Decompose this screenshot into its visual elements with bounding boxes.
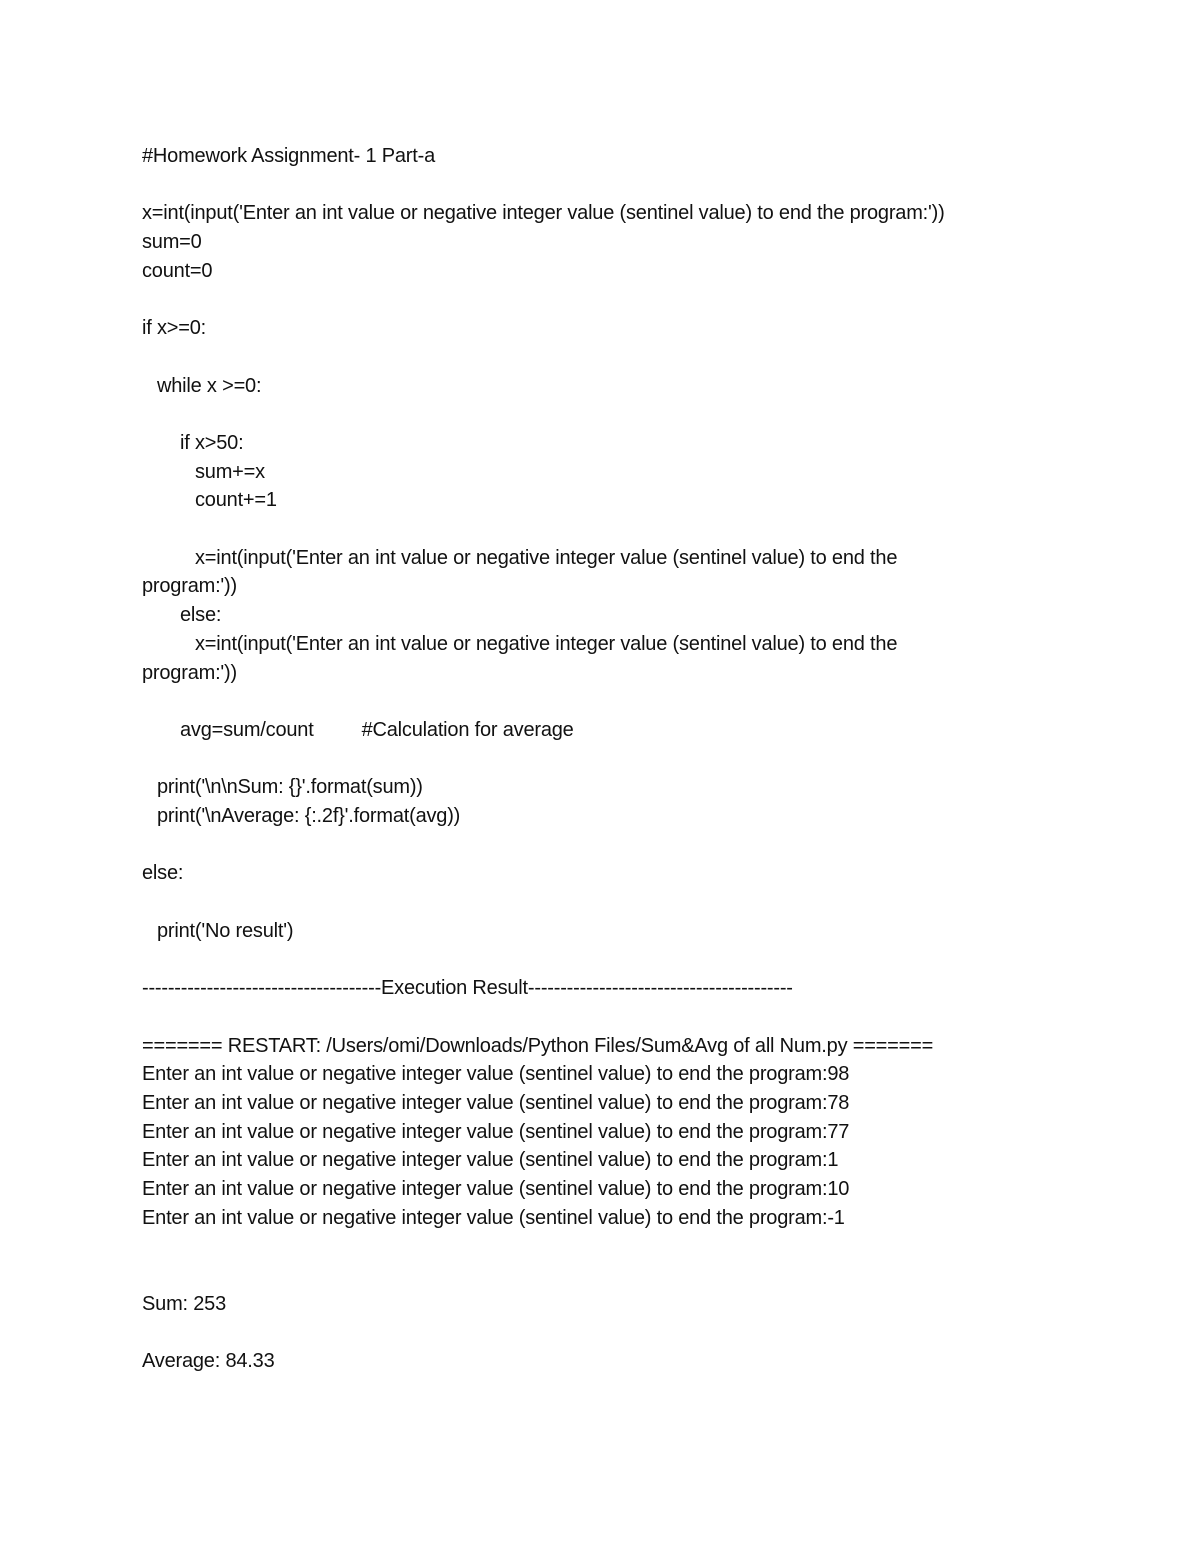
output-line: Enter an int value or negative integer value (sentinel value) to end the program:78 xyxy=(142,1092,850,1115)
restart-banner: ======= RESTART: /Users/omi/Downloads/Python Files/Sum&Avg of all Num.py ======= xyxy=(142,1034,934,1057)
code-line: x=int(input('Enter an int value or negative integer value (sentinel value) to end the xyxy=(195,632,898,655)
code-line: else: xyxy=(180,604,222,627)
blank-line xyxy=(142,687,1102,716)
code-line: count+=1 xyxy=(195,489,277,512)
document-title: #Homework Assignment- 1 Part-a xyxy=(142,145,436,167)
blank-line xyxy=(142,515,1102,544)
blank-line xyxy=(142,831,1102,860)
code-statement: avg=sum/count xyxy=(180,718,314,741)
blank-line xyxy=(142,286,1102,315)
code-line: program:')) xyxy=(142,575,237,598)
blank-line xyxy=(142,888,1102,917)
code-line: sum=0 xyxy=(142,231,202,254)
code-line: count=0 xyxy=(142,259,213,282)
output-line: Enter an int value or negative integer value (sentinel value) to end the program:-1 xyxy=(142,1206,845,1229)
blank-line xyxy=(142,343,1102,372)
blank-line xyxy=(142,171,1102,200)
blank-line xyxy=(142,1261,1102,1290)
blank-line xyxy=(142,1233,1102,1262)
code-line: print('\nAverage: {:.2f}'.format(avg)) xyxy=(157,805,461,828)
code-line: program:')) xyxy=(142,661,237,684)
code-line: x=int(input('Enter an int value or negative integer value (sentinel value) to end the program:')) xyxy=(142,202,945,225)
blank-line xyxy=(142,1003,1102,1032)
code-line: else: xyxy=(142,862,184,885)
code-comment: #Calculation for average xyxy=(361,718,574,741)
blank-line xyxy=(142,1319,1102,1348)
code-line: print('\n\nSum: {}'.format(sum)) xyxy=(157,776,423,799)
average-result: Average: 84.33 xyxy=(142,1350,275,1373)
output-line: Enter an int value or negative integer value (sentinel value) to end the program:1 xyxy=(142,1149,839,1172)
document-body xyxy=(142,142,1102,1376)
code-line: x=int(input('Enter an int value or negative integer value (sentinel value) to end the xyxy=(195,546,898,569)
blank-line xyxy=(142,745,1102,774)
code-line: while x >=0: xyxy=(157,374,262,397)
output-line: Enter an int value or negative integer value (sentinel value) to end the program:98 xyxy=(142,1063,850,1086)
blank-line xyxy=(142,400,1102,429)
sum-result: Sum: 253 xyxy=(142,1292,227,1315)
output-line: Enter an int value or negative integer value (sentinel value) to end the program:77 xyxy=(142,1120,850,1143)
code-line: sum+=x xyxy=(195,460,265,483)
execution-result-separator: -------------------------------------Execution Result----------------------------------------- xyxy=(142,977,793,1000)
code-line xyxy=(142,716,1102,745)
code-line: print('No result') xyxy=(157,919,294,942)
output-line: Enter an int value or negative integer value (sentinel value) to end the program:10 xyxy=(142,1178,850,1201)
code-line: if x>=0: xyxy=(142,317,206,340)
blank-line xyxy=(142,946,1102,975)
code-line: if x>50: xyxy=(180,431,244,454)
